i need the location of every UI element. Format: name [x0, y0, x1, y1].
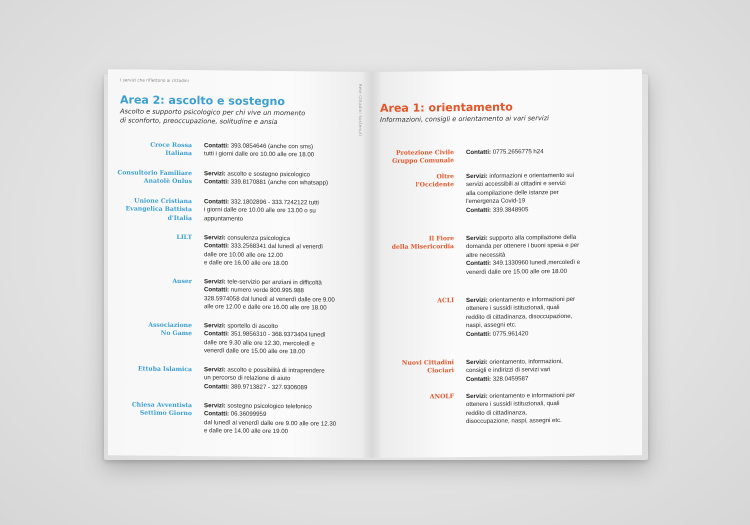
detail-label: Contatti:	[466, 375, 493, 383]
detail-label: Contatti:	[204, 286, 231, 294]
service-details	[204, 170, 328, 188]
detail-label: Servizi:	[466, 296, 490, 305]
detail-text: numero verde 800.995.988	[230, 286, 304, 295]
detail-label: Contatti:	[204, 242, 231, 250]
contact-entry	[374, 172, 574, 216]
service-details	[204, 278, 335, 313]
detail-text: sportello di ascolto	[227, 322, 278, 331]
detail-text: altre necessità	[466, 251, 506, 259]
detail-label: Servizi:	[466, 234, 490, 243]
detail-line	[204, 179, 328, 189]
organization-name	[108, 401, 204, 436]
detail-text: servizi accessibili ai cittadini e servizi	[466, 180, 566, 189]
detail-label: Contatti:	[204, 178, 231, 186]
organization-name-line: ANOLF	[429, 393, 454, 401]
detail-text: reddito di cittadinanza, disoccupazione,	[466, 312, 573, 321]
detail-text: l'emergenza Covid-19	[466, 197, 526, 206]
detail-text: dal lunedì al venerdì dalle ore 9.00 alle ore 12.30	[204, 419, 337, 428]
organization-name	[374, 393, 466, 428]
organization-name	[108, 141, 204, 159]
detail-text: naspi, assegni etc.	[466, 321, 517, 330]
organization-name-line: Il Fiore	[428, 235, 454, 243]
organization-name-line: Ciociari	[427, 367, 454, 375]
contact-entry	[108, 277, 335, 313]
organization-name-line: Settimo Giorno	[139, 409, 192, 418]
detail-label: Servizi:	[204, 322, 228, 330]
area-subtitle	[120, 107, 305, 127]
organization-name	[374, 297, 466, 340]
organization-name-line: l'Occidente	[415, 181, 454, 189]
detail-label: Contatti:	[466, 330, 493, 338]
detail-label: Contatti:	[204, 410, 231, 418]
detail-line	[466, 206, 574, 216]
organization-name	[374, 235, 466, 278]
service-details	[466, 392, 575, 427]
left-page	[108, 69, 372, 458]
detail-text: dalle ore 9.30 alle ore 12.30, mercoledì e	[204, 339, 315, 348]
detail-text: 333.2568341 dal lunedì al venerdì	[230, 242, 323, 251]
contact-entry	[108, 401, 336, 437]
contact-entry	[108, 233, 323, 269]
detail-text: 328.0459587	[492, 375, 529, 383]
contact-entry	[374, 296, 575, 340]
detail-text: disoccupazione, naspi, assegni etc.	[466, 417, 562, 426]
detail-line	[204, 215, 319, 225]
service-details	[204, 198, 319, 224]
organization-name	[108, 169, 204, 187]
organization-name	[108, 197, 204, 223]
detail-text: e dalle ore 14.00 alle ore 19.00	[204, 427, 289, 436]
detail-text: tutti i giorni dalle ore 10.00 alle ore 18.00	[204, 150, 315, 159]
detail-line	[466, 267, 580, 277]
area-subtitle: Informazioni, consigli e orientamento ai vari servizi	[380, 114, 549, 124]
organization-name-line: Auser	[172, 277, 192, 286]
detail-line	[466, 375, 563, 384]
detail-text: sostegno psicologico telefonico	[227, 402, 312, 411]
subtitle-line: Ascolto e supporto psicologico per chi vive un momento	[120, 107, 306, 118]
detail-text: 332.1802896 - 333.7242122 tutti	[230, 198, 319, 207]
service-details	[466, 296, 575, 339]
organization-name-line: ACLI	[437, 297, 454, 305]
detail-line	[204, 383, 325, 393]
detail-text: ascolto e sostegno psicologico	[227, 170, 311, 179]
detail-text: alle ore 12.00 e dalle ore 16.00 alle ore 18.00	[204, 303, 327, 312]
detail-label: Servizi:	[204, 170, 228, 178]
organization-name-line: Evangelica Battista	[125, 205, 192, 214]
contact-entry	[108, 169, 328, 188]
detail-text: ottenere i sussidi istituzionali, quali	[466, 400, 560, 409]
organization-name-line: Chiesa Avventista	[131, 401, 192, 410]
contact-entry	[374, 148, 544, 167]
detail-line	[204, 151, 314, 161]
detail-text: 339.8170881 (anche con whatsapp)	[230, 178, 328, 187]
detail-text: consigli e indirizzi di servizi vari	[466, 366, 551, 375]
contact-entry	[108, 197, 319, 224]
area-title: Area 1: orientamento	[380, 100, 513, 115]
detail-line	[466, 148, 544, 157]
organization-name-line: Ettuba Islamica	[137, 365, 192, 374]
detail-line	[466, 242, 580, 252]
service-details	[466, 234, 580, 277]
organization-name-line: No Game	[160, 330, 192, 338]
organization-name	[108, 233, 204, 268]
detail-text: venerdì dalle ore 15.00 alle ore 18.00	[466, 267, 567, 276]
detail-label: Contatti:	[466, 148, 493, 157]
detail-text: 328.5974058 dal lunedì al venerdì dalle ore 9.00	[204, 295, 335, 304]
service-details	[204, 402, 336, 437]
service-details	[204, 142, 314, 160]
right-page	[372, 69, 642, 458]
organization-name	[108, 277, 204, 312]
detail-label: Servizi:	[466, 172, 490, 181]
detail-label: Contatti:	[204, 330, 231, 338]
detail-line	[466, 417, 575, 427]
organization-name-line: Consultorio Familiare	[117, 169, 192, 178]
detail-label: Servizi:	[204, 278, 228, 286]
detail-text: 393.0854646 (anche con sms)	[230, 142, 314, 151]
detail-text: i giorni dalle ore 10.00 alle ore 13.00 o su	[204, 206, 316, 215]
detail-text: 389.9713827 - 327.9306089	[230, 383, 308, 392]
detail-line	[204, 427, 336, 437]
organization-name-line: Protezione Civile	[395, 149, 454, 157]
contact-entry	[108, 365, 325, 392]
detail-label: Contatti:	[204, 383, 231, 391]
detail-text: alla compilazione delle istanze per	[466, 188, 559, 197]
area-title: Area 2: ascolto e sostegno	[120, 93, 285, 109]
detail-text: appuntamento	[204, 215, 243, 223]
detail-label: Contatti:	[466, 206, 493, 214]
detail-label: Servizi:	[466, 358, 490, 367]
detail-text: informazioni e orientamento sui	[489, 171, 575, 180]
service-details	[204, 366, 325, 392]
organization-name	[374, 173, 466, 216]
detail-text: e dalle ore 16.00 alle ore 18.00	[204, 259, 289, 268]
detail-label: Contatti:	[204, 198, 231, 206]
detail-text: orientamento, informazioni,	[489, 358, 563, 366]
detail-text: venerdì dalle ore 15.00 alle ore 18.00	[204, 347, 305, 356]
detail-line	[466, 313, 575, 323]
organization-name-line: Oltre	[436, 173, 454, 181]
contact-entry	[374, 358, 563, 385]
organization-name	[374, 359, 466, 385]
organization-name-line: Italiana	[165, 150, 192, 158]
detail-line	[204, 259, 323, 269]
service-details	[466, 148, 544, 166]
detail-label: Servizi:	[466, 392, 490, 401]
detail-text: reddito di cittadinanza,	[466, 409, 527, 417]
service-details	[466, 172, 574, 215]
detail-text: 351.9856310 - 368.9373404 lunedì	[230, 330, 326, 339]
contact-entry	[108, 141, 314, 160]
service-details	[204, 322, 326, 357]
organization-name-line: della Misericordia	[391, 243, 454, 252]
organization-name-line: d'Italia	[167, 214, 192, 222]
detail-text: 349.1330960 lunedì,mercoledì e	[492, 259, 581, 267]
detail-text: orientamento e informazioni per	[489, 391, 576, 400]
detail-label: Servizi:	[204, 366, 228, 374]
organization-name-line: Nuovi Cittadini	[401, 359, 454, 367]
detail-text: consulenza psicologica	[227, 234, 291, 243]
detail-label: Servizi:	[204, 402, 228, 410]
side-label: Rete Cittadini Sostenuti	[358, 83, 363, 136]
detail-line	[204, 303, 335, 313]
service-details	[466, 358, 563, 384]
detail-line	[204, 347, 326, 357]
detail-label: Servizi:	[204, 234, 228, 242]
detail-text: orientamento e informazioni per	[489, 295, 576, 304]
detail-text: domanda per ottenere i buoni spesa e per	[466, 242, 580, 251]
detail-text: 0775.2656775 h24	[492, 148, 544, 156]
detail-text: dalle ore 10.00 alle ore 12.00	[204, 251, 283, 259]
contact-entry	[108, 321, 326, 357]
organization-name-line: Gruppo Comunale	[392, 157, 454, 166]
detail-text: ottenere i sussidi istituzionali, quali	[466, 304, 560, 313]
detail-line	[466, 329, 575, 339]
organization-name	[374, 149, 466, 167]
subtitle-line: di sconforto, preoccupazione, solitudine e ansia	[120, 116, 278, 127]
detail-text: supporto alla compilazione della	[489, 233, 577, 242]
contact-entry	[374, 392, 575, 428]
detail-text: un percorso di relazione di aiuto	[204, 374, 291, 383]
detail-text: 06.36099959	[230, 410, 267, 419]
organization-name	[108, 321, 204, 356]
detail-text: tele-servizio per anziani in difficoltà	[227, 278, 322, 287]
detail-text: 339.3848905	[492, 205, 529, 214]
organization-name	[108, 365, 204, 391]
detail-label: Contatti:	[466, 259, 493, 268]
detail-label: Contatti:	[204, 142, 231, 150]
organization-name-line: Anatolè Onlus	[143, 178, 192, 186]
detail-text: 0775.961420	[492, 329, 529, 338]
organization-name-line: Unione Cristiana	[134, 197, 192, 206]
organization-name-line: Associazione	[148, 321, 192, 330]
running-head: I servizi che riflettono ai cittadini	[120, 77, 189, 84]
organization-name-line: LILT	[176, 233, 192, 242]
contact-entry	[374, 234, 580, 278]
detail-text: ascolto e possibilità di intraprendere	[227, 366, 325, 375]
service-details	[204, 234, 323, 269]
organization-name-line: Croce Rossa	[150, 141, 192, 150]
